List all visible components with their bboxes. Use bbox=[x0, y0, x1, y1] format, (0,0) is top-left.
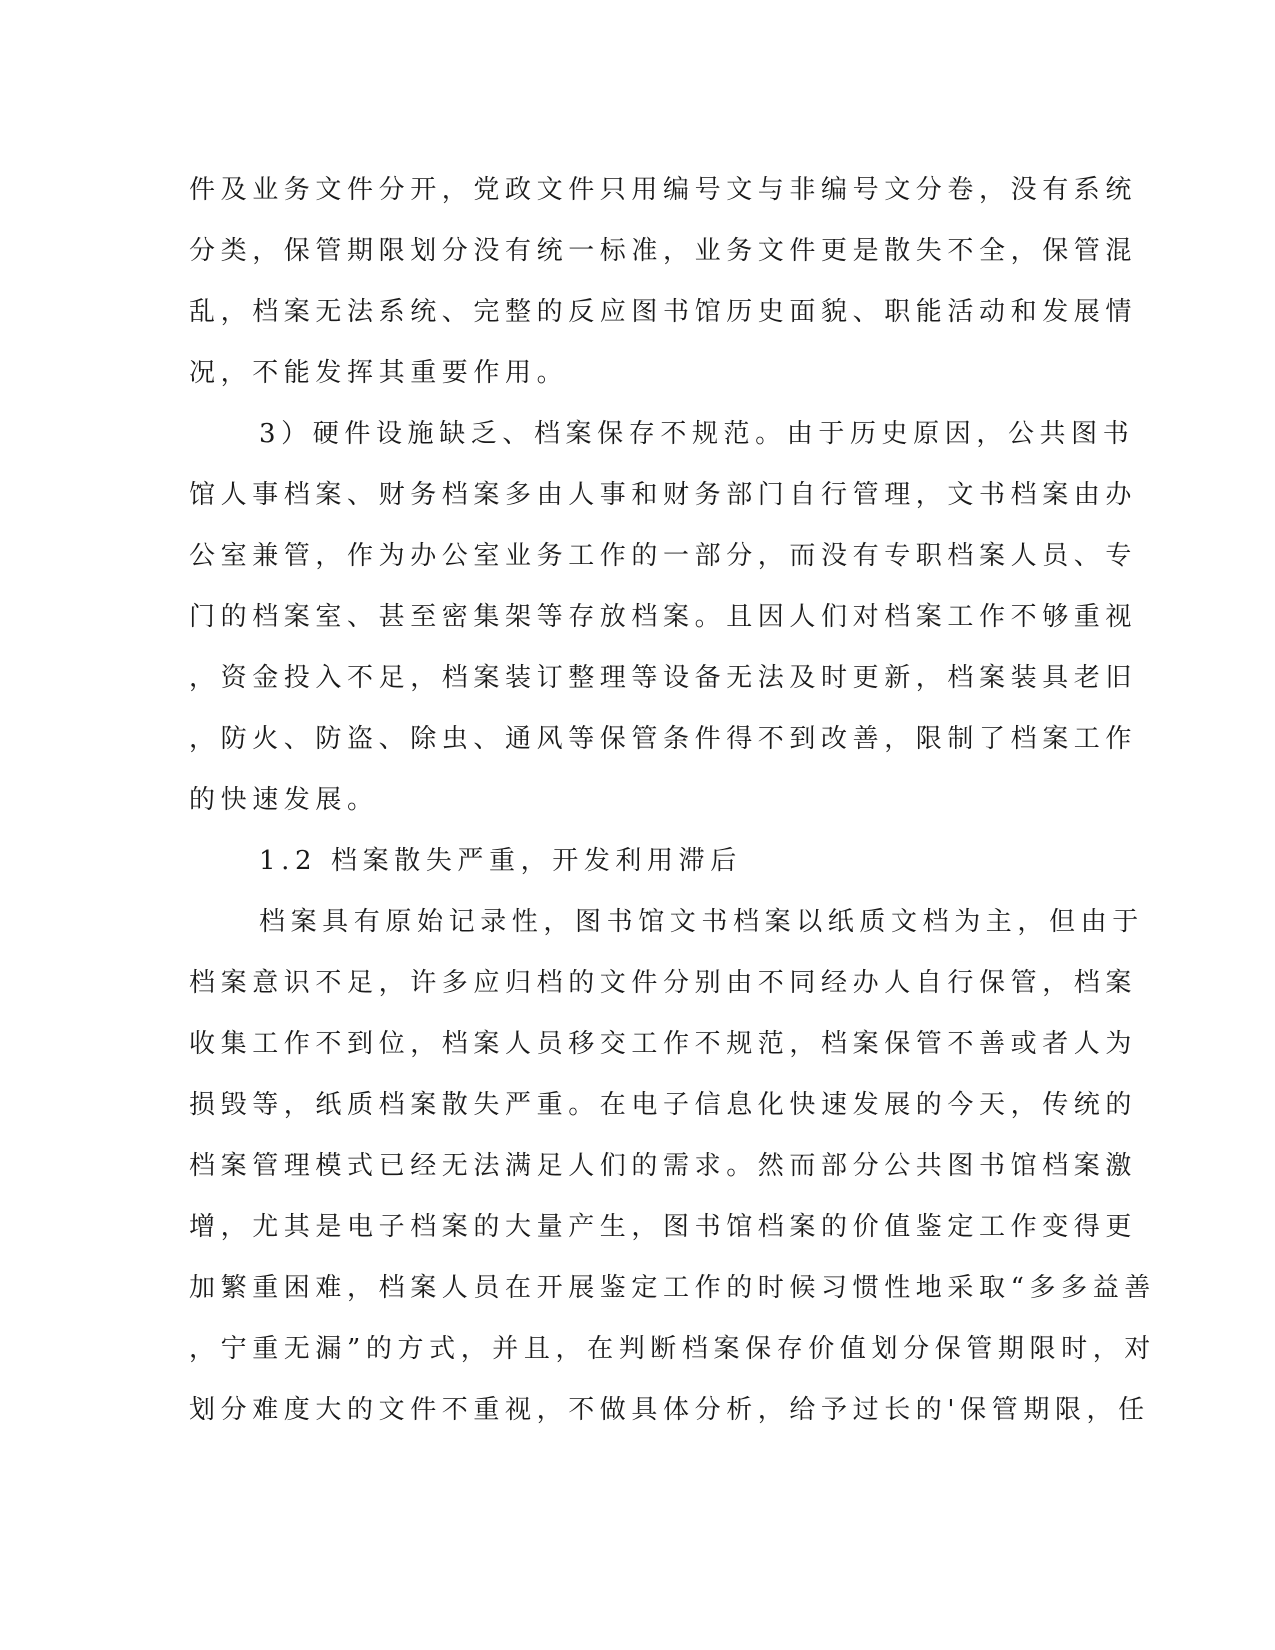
text-line: 分类，保管期限划分没有统一标准，业务文件更是散失不全，保管混 bbox=[189, 236, 1138, 266]
text-line: ，宁重无漏”的方式，并且，在判断档案保存价值划分保管期限时，对 bbox=[189, 1334, 1156, 1364]
text-line: 损毁等，纸质档案散失严重。在电子信息化快速发展的今天，传统的 bbox=[189, 1090, 1138, 1120]
paragraph-start-line: 3）硬件设施缺乏、档案保存不规范。由于历史原因，公共图书 bbox=[259, 419, 1135, 449]
text-line: 加繁重困难，档案人员在开展鉴定工作的时候习惯性地采取“多多益善 bbox=[189, 1273, 1156, 1303]
text-line: 档案管理模式已经无法满足人们的需求。然而部分公共图书馆档案激 bbox=[189, 1151, 1138, 1181]
text-line: 馆人事档案、财务档案多由人事和财务部门自行管理，文书档案由办 bbox=[189, 480, 1138, 510]
text-line: 增，尤其是电子档案的大量产生，图书馆档案的价值鉴定工作变得更 bbox=[189, 1212, 1138, 1242]
text-line: 件及业务文件分开，党政文件只用编号文与非编号文分卷，没有系统 bbox=[189, 175, 1138, 205]
text-line: 档案意识不足，许多应归档的文件分别由不同经办人自行保管，档案 bbox=[189, 968, 1138, 998]
paragraph-start-line: 档案具有原始记录性，图书馆文书档案以纸质文档为主，但由于 bbox=[259, 907, 1144, 937]
text-line: 公室兼管，作为办公室业务工作的一部分，而没有专职档案人员、专 bbox=[189, 541, 1138, 571]
text-line: ，资金投入不足，档案装订整理等设备无法及时更新，档案装具老旧 bbox=[189, 663, 1138, 693]
text-line: ，防火、防盗、除虫、通风等保管条件得不到改善，限制了档案工作 bbox=[189, 724, 1138, 754]
text-line: 乱，档案无法系统、完整的反应图书馆历史面貌、职能活动和发展情 bbox=[189, 297, 1138, 327]
text-line: 门的档案室、甚至密集架等存放档案。且因人们对档案工作不够重视 bbox=[189, 602, 1138, 632]
text-line: 的快速发展。 bbox=[189, 785, 379, 815]
text-line: 划分难度大的文件不重视，不做具体分析，给予过长的'保管期限，任 bbox=[189, 1395, 1150, 1425]
section-heading: 1.2 档案散失严重，开发利用滞后 bbox=[259, 846, 742, 876]
text-line: 收集工作不到位，档案人员移交工作不规范，档案保管不善或者人为 bbox=[189, 1029, 1138, 1059]
text-line: 况，不能发挥其重要作用。 bbox=[189, 358, 569, 388]
body-text bbox=[189, 160, 1156, 1441]
